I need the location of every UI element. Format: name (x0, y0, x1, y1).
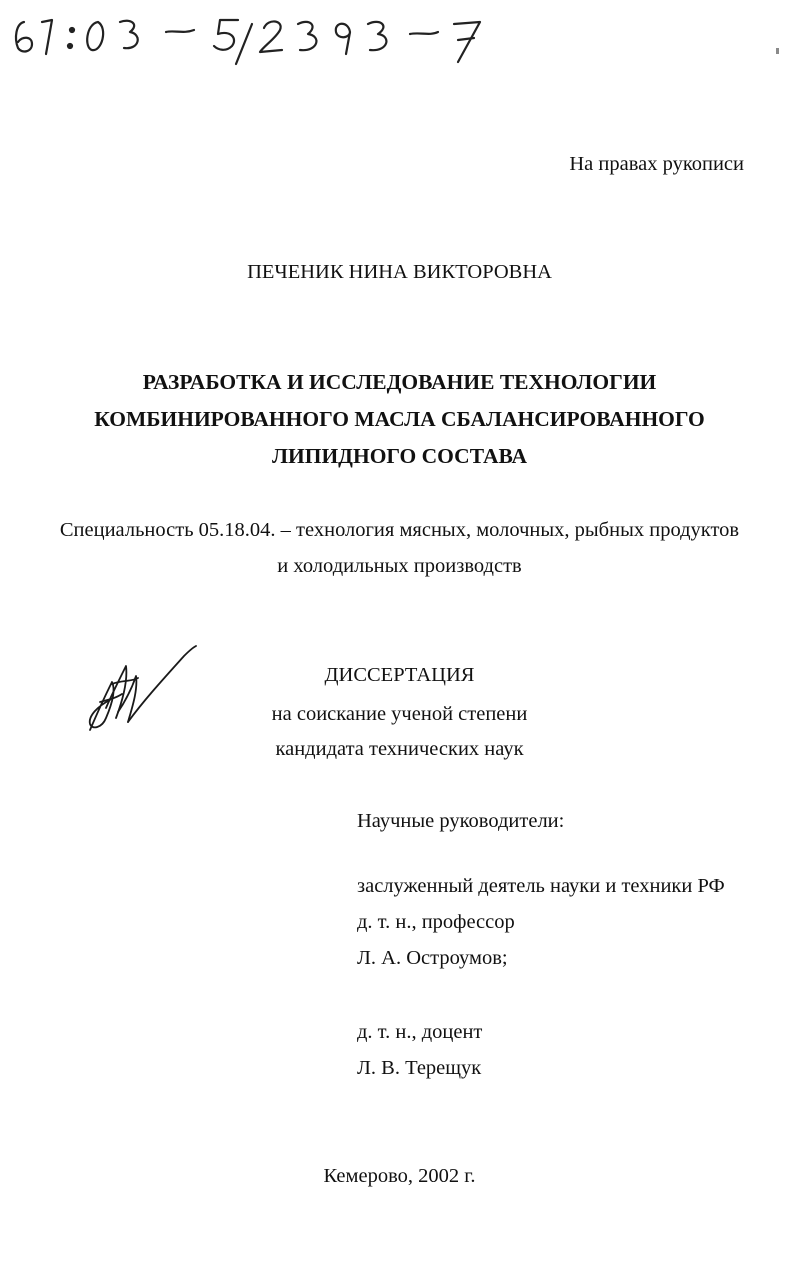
degree-line-2: кандидата технических наук (275, 738, 524, 760)
title-line-3: ЛИПИДНОГО СОСТАВА (271, 444, 528, 468)
supervisor-1-name: Л. А. Остроумов; (357, 947, 508, 969)
work-type: ДИССЕРТАЦИЯ (324, 664, 475, 686)
title-line-1: РАЗРАБОТКА И ИССЛЕДОВАНИЕ ТЕХНОЛОГИИ (142, 370, 657, 394)
rights-notice: На правах рукописи (569, 153, 744, 175)
city-year: Кемерово, 2002 г. (323, 1165, 476, 1187)
degree-line-1: на соискание ученой степени (271, 703, 528, 725)
supervisor-1-degree: д. т. н., профессор (357, 911, 515, 933)
supervisor-2-name: Л. В. Терещук (357, 1057, 482, 1079)
specialty-line-2: и холодильных производств (277, 555, 522, 577)
scan-mark (776, 48, 779, 54)
supervisors-heading: Научные руководители: (357, 810, 565, 832)
handwritten-archive-number (6, 8, 486, 68)
supervisor-1-title: заслуженный деятель науки и техники РФ (357, 875, 725, 897)
title-line-2: КОМБИНИРОВАННОГО МАСЛА СБАЛАНСИРОВАННОГО (94, 407, 705, 431)
specialty-line-1: Специальность 05.18.04. – технология мясных, молочных, рыбных продуктов (59, 519, 740, 541)
author-name: ПЕЧЕНИК НИНА ВИКТОРОВНА (247, 261, 552, 283)
supervisor-2-degree: д. т. н., доцент (357, 1021, 483, 1043)
